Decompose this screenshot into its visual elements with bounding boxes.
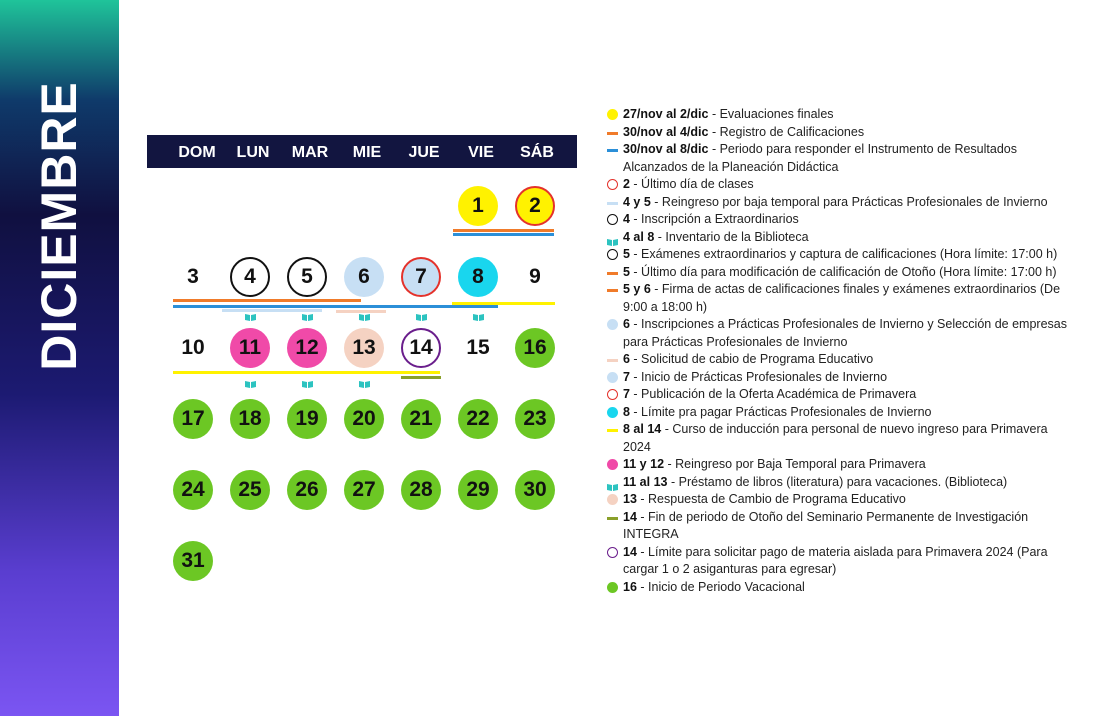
legend-item: 4 al 8 - Inventario de la Biblioteca [607, 229, 1077, 247]
day-22[interactable]: 22 [458, 399, 498, 439]
orange-line-icon [607, 132, 618, 135]
weekday-jue: JUE [408, 144, 440, 161]
day-31[interactable]: 31 [173, 541, 213, 581]
day-26[interactable]: 26 [287, 470, 327, 510]
book-icon [245, 314, 256, 321]
day-11[interactable]: 11 [230, 328, 270, 368]
day-29[interactable]: 29 [458, 470, 498, 510]
legend-item: 11 al 13 - Préstamo de libros (literatura) para vacaciones. (Biblioteca) [607, 474, 1077, 492]
legend-item: 7 - Publicación de la Oferta Académica de Primavera [607, 386, 1077, 404]
legend-item: 27/nov al 2/dic - Evaluaciones finales [607, 106, 1077, 124]
legend-item: 14 - Fin de periodo de Otoño del Seminario Permanente de Investigación INTEGRA [607, 509, 1077, 544]
day-9[interactable]: 9 [529, 265, 541, 288]
legend [607, 106, 1077, 596]
red-ring-icon [607, 179, 618, 190]
day-10[interactable]: 10 [181, 336, 205, 359]
light-blue-dot-icon [607, 372, 618, 383]
day-18[interactable]: 18 [230, 399, 270, 439]
red-ring-icon [607, 389, 618, 400]
peach-line-icon [607, 359, 618, 362]
day-3[interactable]: 3 [187, 265, 199, 288]
black-ring-icon [607, 249, 618, 260]
bar-instrumento-resultados [453, 233, 554, 236]
day-24[interactable]: 24 [173, 470, 213, 510]
legend-item: 6 - Solicitud de cabio de Programa Educativo [607, 351, 1077, 369]
sidebar-banner [0, 0, 119, 716]
month-title: DICIEMBRE [31, 81, 87, 371]
day-13[interactable]: 13 [344, 328, 384, 368]
bar-reingreso-baja [222, 309, 322, 312]
light-blue-line-icon [607, 202, 618, 205]
day-15[interactable]: 15 [466, 336, 490, 359]
bar-induccion-week2 [452, 302, 555, 305]
day-5[interactable]: 5 [287, 257, 327, 297]
weekday-mie: MIE [352, 144, 382, 161]
bar-induccion-week3 [173, 371, 440, 374]
day-2[interactable]: 2 [515, 186, 555, 226]
day-1[interactable]: 1 [458, 186, 498, 226]
legend-item: 30/nov al 8/dic - Periodo para responder el Instrumento de Resultados Alcanzados de la Planeación Didáctica [607, 141, 1077, 176]
book-icon [302, 314, 313, 321]
legend-item: 5 - Último día para modificación de calificación de Otoño (Hora límite: 17:00 h) [607, 264, 1077, 282]
legend-item: 5 y 6 - Firma de actas de calificaciones finales y exámenes extraordinarios (De 9:00 a 18:00 h) [607, 281, 1077, 316]
blue-line-icon [607, 149, 618, 152]
day-20[interactable]: 20 [344, 399, 384, 439]
legend-item: 6 - Inscripciones a Prácticas Profesionales de Invierno y Selección de empresas para Prácticas Profesionales de Invierno [607, 316, 1077, 351]
legend-item: 5 - Exámenes extraordinarios y captura de calificaciones (Hora límite: 17:00 h) [607, 246, 1077, 264]
light-blue-dot-icon [607, 319, 618, 330]
weekday-sab: SÁB [520, 144, 554, 161]
weekday-dom: DOM [178, 144, 216, 161]
day-17[interactable]: 17 [173, 399, 213, 439]
legend-item: 14 - Límite para solicitar pago de materia aislada para Primavera 2024 (Para cargar 1 o 2 asiganturas para egresar) [607, 544, 1077, 579]
bar-orange-week2 [173, 299, 361, 302]
day-30[interactable]: 30 [515, 470, 555, 510]
green-dot-icon [607, 582, 618, 593]
bar-registro-calificaciones [453, 229, 554, 232]
book-icon [245, 381, 256, 388]
book-icon [416, 314, 427, 321]
book-icon [302, 381, 313, 388]
book-icon [359, 381, 370, 388]
day-7[interactable]: 7 [401, 257, 441, 297]
purple-ring-icon [607, 547, 618, 558]
weekday-header [147, 135, 577, 168]
peach-dot-icon [607, 494, 618, 505]
day-25[interactable]: 25 [230, 470, 270, 510]
bar-cambio-programa [336, 310, 386, 313]
weekday-vie: VIE [468, 144, 494, 161]
day-8[interactable]: 8 [458, 257, 498, 297]
day-19[interactable]: 19 [287, 399, 327, 439]
weekday-lun: LUN [236, 144, 270, 161]
pink-dot-icon [607, 459, 618, 470]
day-4[interactable]: 4 [230, 257, 270, 297]
legend-item: 16 - Inicio de Periodo Vacacional [607, 579, 1077, 597]
legend-item: 4 y 5 - Reingreso por baja temporal para Prácticas Profesionales de Invierno [607, 194, 1077, 212]
bar-blue-week2 [173, 305, 498, 308]
yellow-dot-icon [607, 109, 618, 120]
day-28[interactable]: 28 [401, 470, 441, 510]
book-icon [473, 314, 484, 321]
day-6[interactable]: 6 [344, 257, 384, 297]
bar-fin-otono [401, 376, 441, 379]
legend-item: 11 y 12 - Reingreso por Baja Temporal para Primavera [607, 456, 1077, 474]
orange-line-icon [607, 289, 618, 292]
day-21[interactable]: 21 [401, 399, 441, 439]
day-16[interactable]: 16 [515, 328, 555, 368]
legend-item: 8 - Límite pra pagar Prácticas Profesionales de Invierno [607, 404, 1077, 422]
legend-item: 8 al 14 - Curso de inducción para personal de nuevo ingreso para Primavera 2024 [607, 421, 1077, 456]
day-14[interactable]: 14 [401, 328, 441, 368]
legend-item: 4 - Inscripción a Extraordinarios [607, 211, 1077, 229]
day-12[interactable]: 12 [287, 328, 327, 368]
cyan-dot-icon [607, 407, 618, 418]
legend-item: 7 - Inicio de Prácticas Profesionales de Invierno [607, 369, 1077, 387]
orange-line-icon [607, 272, 618, 275]
day-27[interactable]: 27 [344, 470, 384, 510]
yellow-line-icon [607, 429, 618, 432]
olive-line-icon [607, 517, 618, 520]
legend-item: 30/nov al 4/dic - Registro de Calificaciones [607, 124, 1077, 142]
day-23[interactable]: 23 [515, 399, 555, 439]
black-ring-icon [607, 214, 618, 225]
legend-item: 13 - Respuesta de Cambio de Programa Educativo [607, 491, 1077, 509]
weekday-mar: MAR [291, 144, 329, 161]
legend-item: 2 - Último día de clases [607, 176, 1077, 194]
book-icon [359, 314, 370, 321]
